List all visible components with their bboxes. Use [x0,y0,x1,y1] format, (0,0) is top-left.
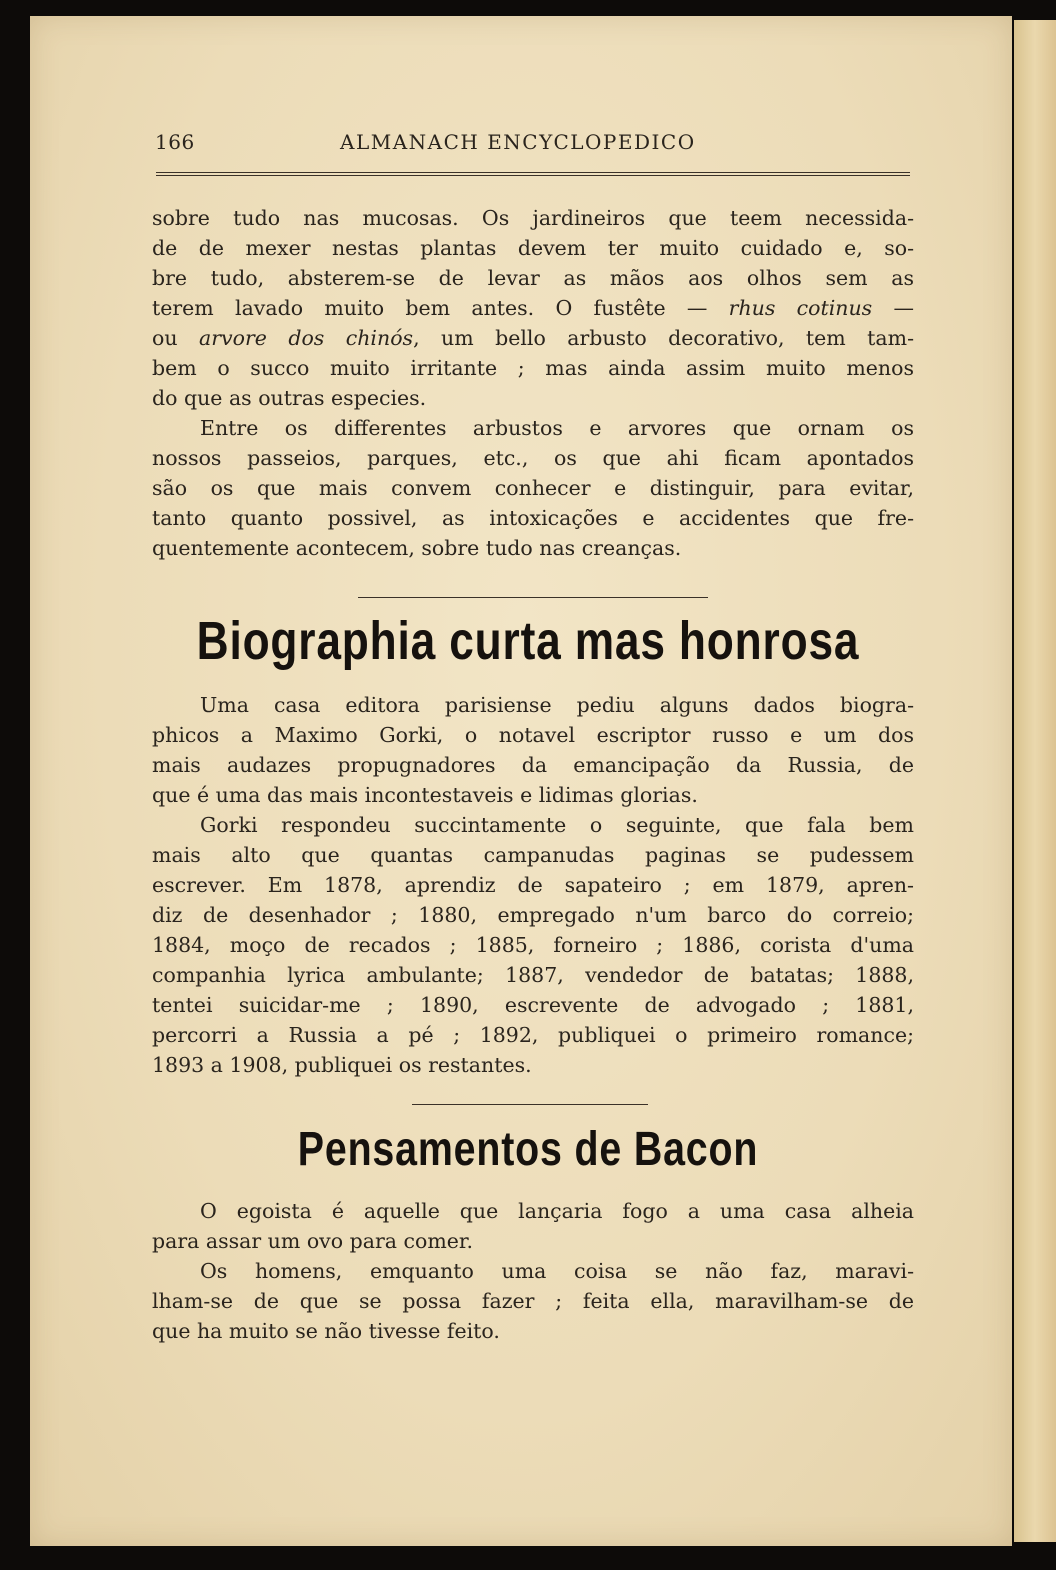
text-line: que ha muito se não tivesse feito. [152,1319,500,1343]
section-title-biographia: Biographia curta mas honrosa [196,611,860,671]
text-line: nossos passeios, parques, etc., os que ahi ficam apontados [152,446,914,470]
text-line: do que as outras especies. [152,386,427,410]
text-line: diz de desenhador ; 1880, empregado n'um barco do correio; [152,903,914,927]
text-line: mais audazes propugnadores da emancipação da Russia, de [152,753,914,777]
section-divider [358,597,708,598]
biographia-text [152,690,914,1080]
text-line: 1884, moço de recados ; 1885, forneiro ; 1886, corista d'uma [152,933,914,957]
text-line: Os homens, emquanto uma coisa se não faz, maravi- [200,1259,914,1283]
text-line: bem o succo muito irritante ; mas ainda assim muito menos [152,356,914,380]
text-line: de de mexer nestas plantas devem ter muito cuidado e, so- [152,236,914,260]
facing-page-edge [1014,20,1056,1542]
running-title: ALMANACH ENCYCLOPEDICO [340,130,696,154]
text-line: tentei suicidar-me ; 1890, escrevente de advogado ; 1881, [152,993,914,1017]
text-line: sobre tudo nas mucosas. Os jardineiros que teem necessida- [152,206,914,230]
text-line: para assar um ovo para comer. [152,1229,473,1253]
common-name-italic: arvore dos chinós [199,326,414,350]
text-line: Entre os differentes arbustos e arvores que ornam os [200,416,914,440]
bacon-text [152,1196,914,1346]
text-line: Gorki respondeu succintamente o seguinte, que fala bem [200,813,914,837]
page-number: 166 [155,130,195,154]
header-rule [156,172,910,176]
text-line: que é uma das mais incontestaveis e lidimas glorias. [152,783,698,807]
section-divider [412,1104,648,1105]
text-line: lham-se de que se possa fazer ; feita ella, maravilham-se de [152,1289,914,1313]
text-line: escrever. Em 1878, aprendiz de sapateiro ; em 1879, apren- [152,873,914,897]
section-title-bacon: Pensamentos de Bacon [297,1123,759,1176]
text-line: terem lavado muito bem antes. O fustête — rhus cotinus — [152,296,914,320]
text-line: quentemente acontecem, sobre tudo nas creanças. [152,536,682,560]
species-name-italic: rhus cotinus [728,296,873,320]
text-line: ou arvore dos chinós, um bello arbusto decorativo, tem tam- [152,326,914,350]
intro-text [152,203,914,563]
text-line: phicos a Maximo Gorki, o notavel escriptor russo e um dos [152,723,914,747]
text-line: bre tudo, absterem-se de levar as mãos aos olhos sem as [152,266,914,290]
text-line: Uma casa editora parisiense pediu alguns dados biogra- [200,693,914,717]
text-line: 1893 a 1908, publiquei os restantes. [152,1053,532,1077]
text-line: tanto quanto possivel, as intoxicações e accidentes que fre- [152,506,914,530]
text-line: O egoista é aquelle que lançaria fogo a uma casa alheia [200,1199,914,1223]
text-line: mais alto que quantas campanudas paginas se pudessem [152,843,914,867]
text-line: companhia lyrica ambulante; 1887, vendedor de batatas; 1888, [152,963,914,987]
text-line: são os que mais convem conhecer e distinguir, para evitar, [152,476,914,500]
text-line: percorri a Russia a pé ; 1892, publiquei o primeiro romance; [152,1023,914,1047]
